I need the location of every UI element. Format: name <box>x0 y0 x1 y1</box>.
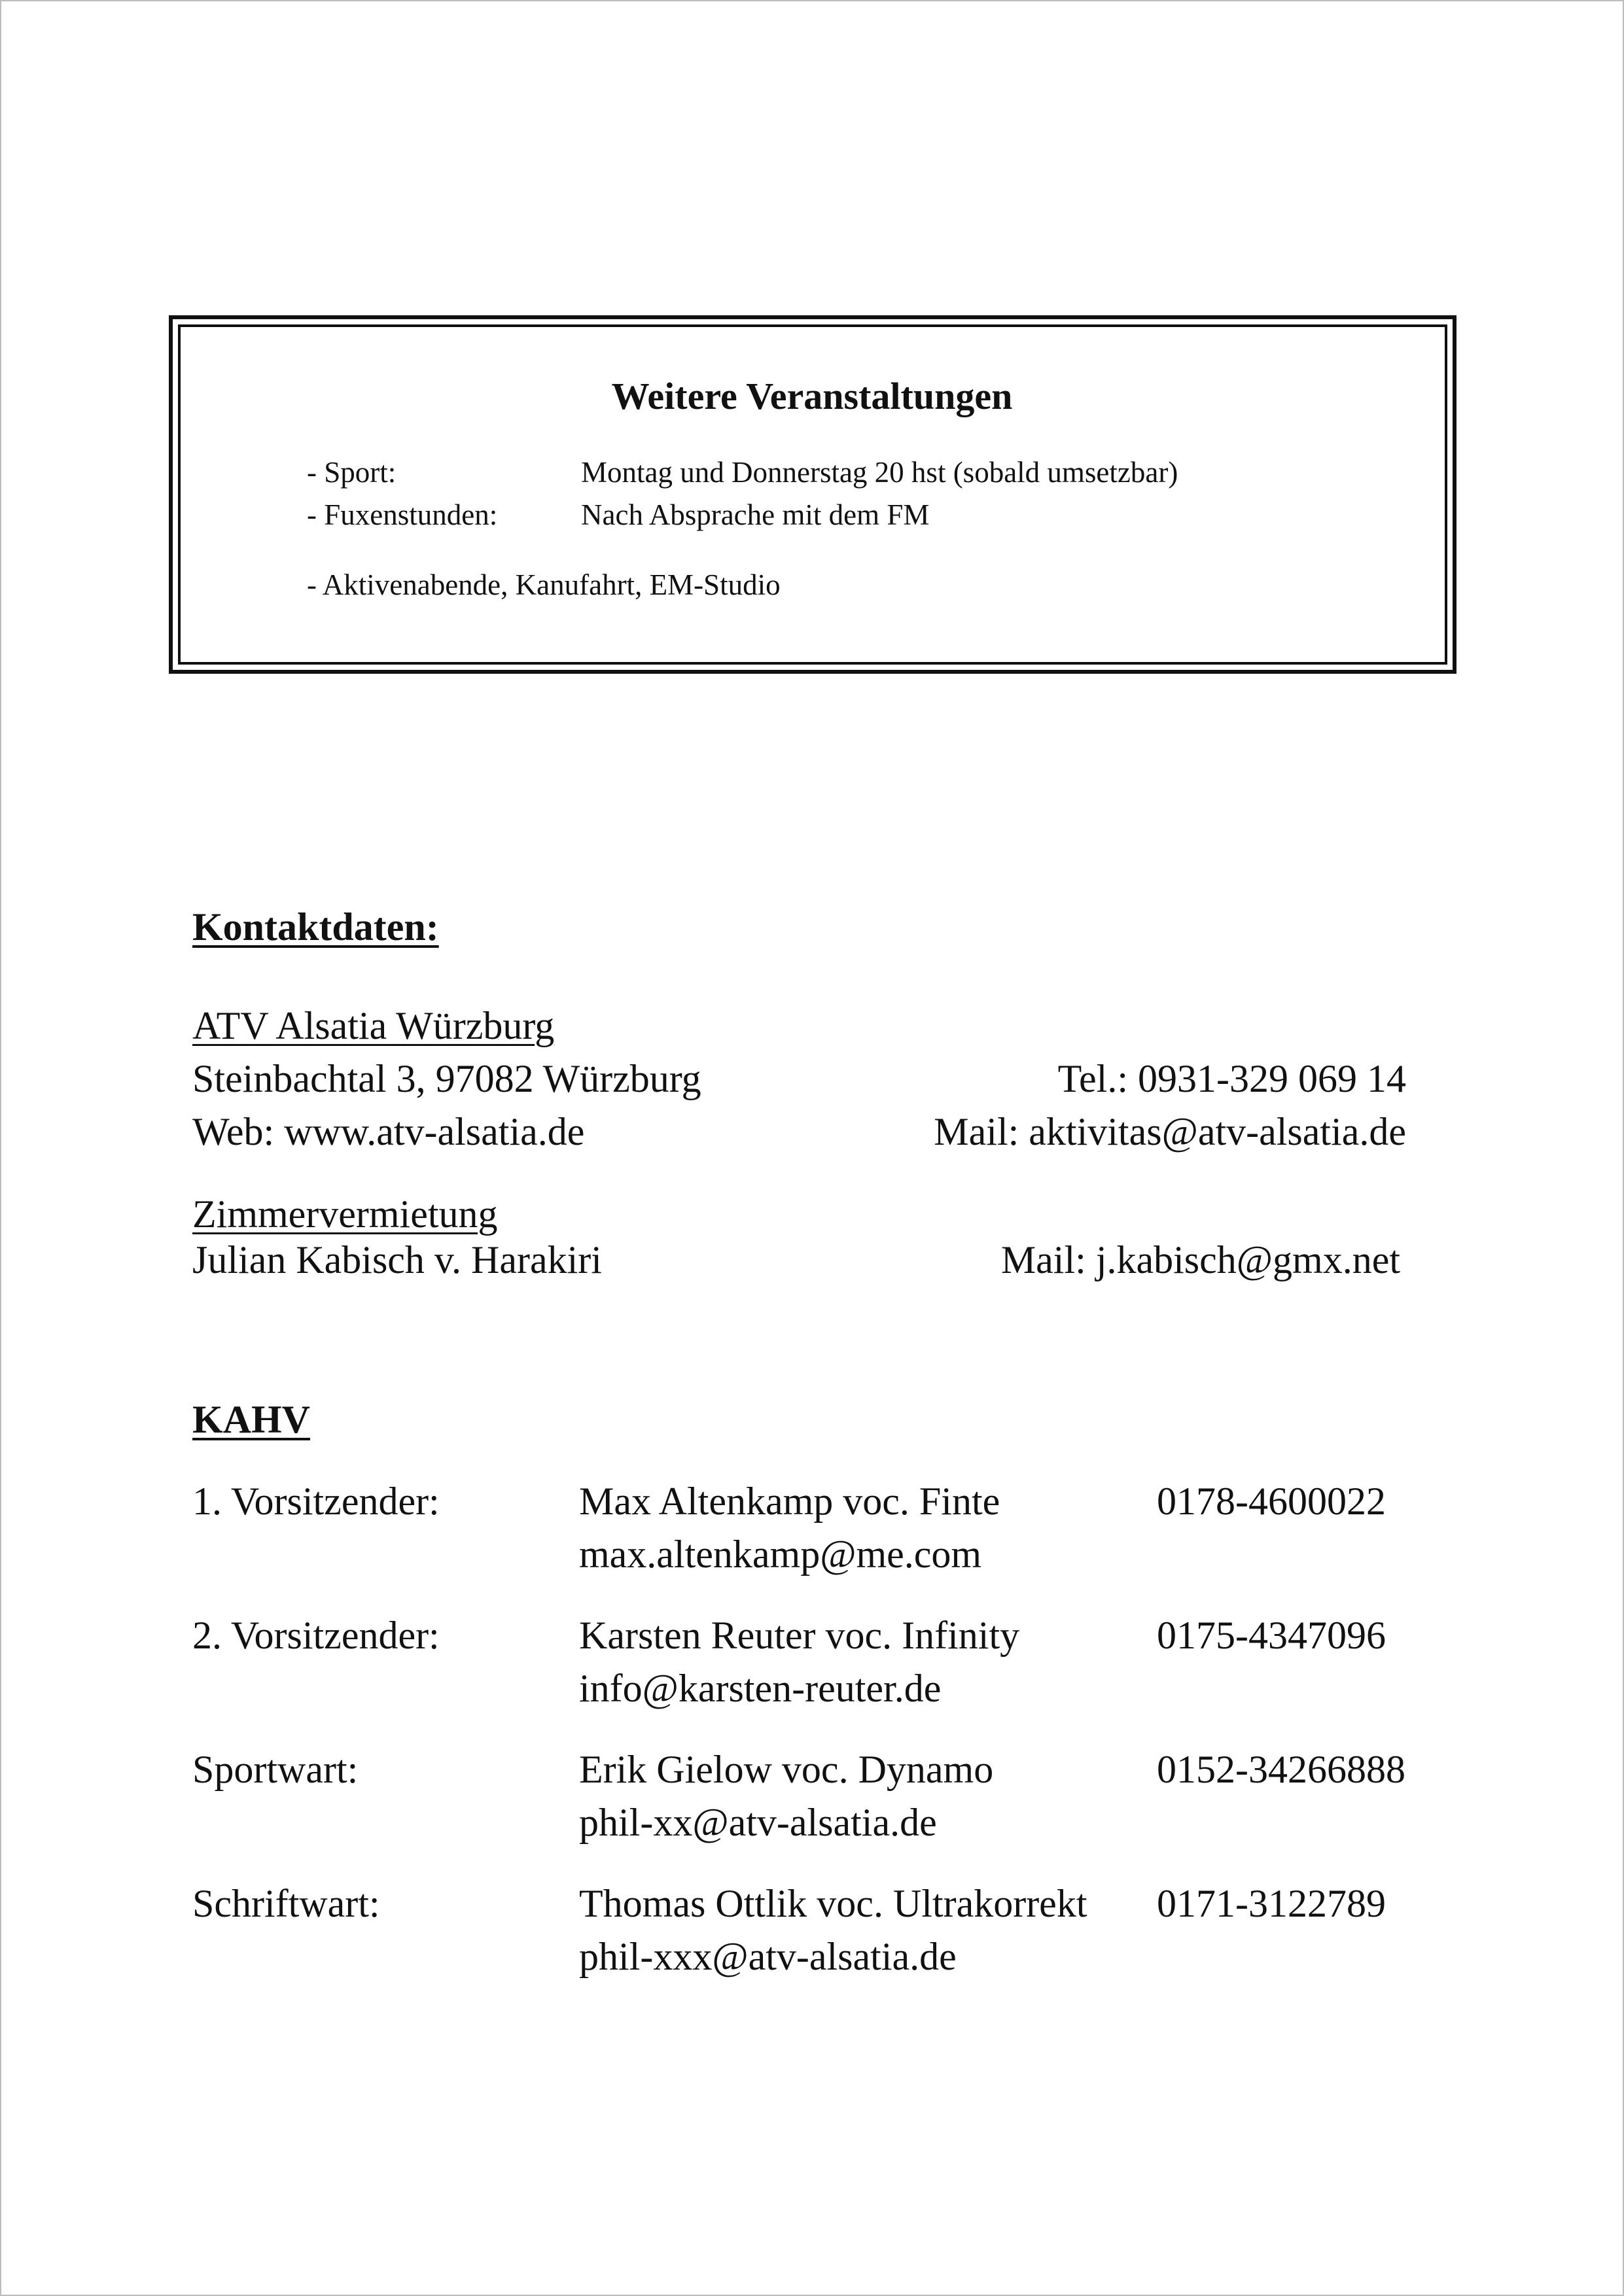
rental-mail: Mail: j.kabisch@gmx.net <box>1000 1238 1400 1281</box>
contact-heading: Kontaktdaten: <box>192 905 439 948</box>
kahv-role: Sportwart: <box>192 1748 359 1791</box>
rental-person: Julian Kabisch v. Harakiri <box>192 1238 602 1281</box>
kahv-name: Karsten Reuter voc. Infinity <box>579 1614 1020 1657</box>
event-value-sport: Montag und Donnerstag 20 hst (sobald umsetzbar) <box>581 456 1178 489</box>
kahv-name: Erik Gielow voc. Dynamo <box>579 1748 994 1791</box>
event-extra: - Aktivenabende, Kanufahrt, EM-Studio <box>307 568 781 601</box>
kahv-email: phil-xxx@atv-alsatia.de <box>579 1935 957 1978</box>
org-address: Steinbachtal 3, 97082 Würzburg <box>192 1057 701 1100</box>
kahv-role: 1. Vorsitzender: <box>192 1480 440 1523</box>
kahv-heading: KAHV <box>192 1398 310 1441</box>
org-phone: Tel.: 0931-329 069 14 <box>1057 1057 1406 1100</box>
kahv-email: info@karsten-reuter.de <box>579 1667 942 1710</box>
kahv-phone: 0171-3122789 <box>1157 1882 1386 1925</box>
org-web: Web: www.atv-alsatia.de <box>192 1110 585 1153</box>
kahv-name: Thomas Ottlik voc. Ultrakorrekt <box>579 1882 1087 1925</box>
kahv-name: Max Altenkamp voc. Finte <box>579 1480 1000 1523</box>
rental-title: Zimmervermietung <box>192 1192 498 1236</box>
kahv-phone: 0152-34266888 <box>1157 1748 1405 1791</box>
event-value-fuxenstunden: Nach Absprache mit dem FM <box>581 498 930 531</box>
kahv-phone: 0175-4347096 <box>1157 1614 1386 1657</box>
event-label-sport: - Sport: <box>307 456 397 489</box>
kahv-role: 2. Vorsitzender: <box>192 1614 440 1657</box>
kahv-email: phil-xx@atv-alsatia.de <box>579 1801 937 1844</box>
org-name: ATV Alsatia Würzburg <box>192 1004 555 1047</box>
kahv-phone: 0178-4600022 <box>1157 1480 1386 1523</box>
events-title: Weitere Veranstaltungen <box>611 375 1013 417</box>
event-label-fuxenstunden: - Fuxenstunden: <box>307 498 498 531</box>
kahv-email: max.altenkamp@me.com <box>579 1533 982 1576</box>
kahv-role: Schriftwart: <box>192 1882 380 1925</box>
org-mail: Mail: aktivitas@atv-alsatia.de <box>934 1110 1406 1153</box>
